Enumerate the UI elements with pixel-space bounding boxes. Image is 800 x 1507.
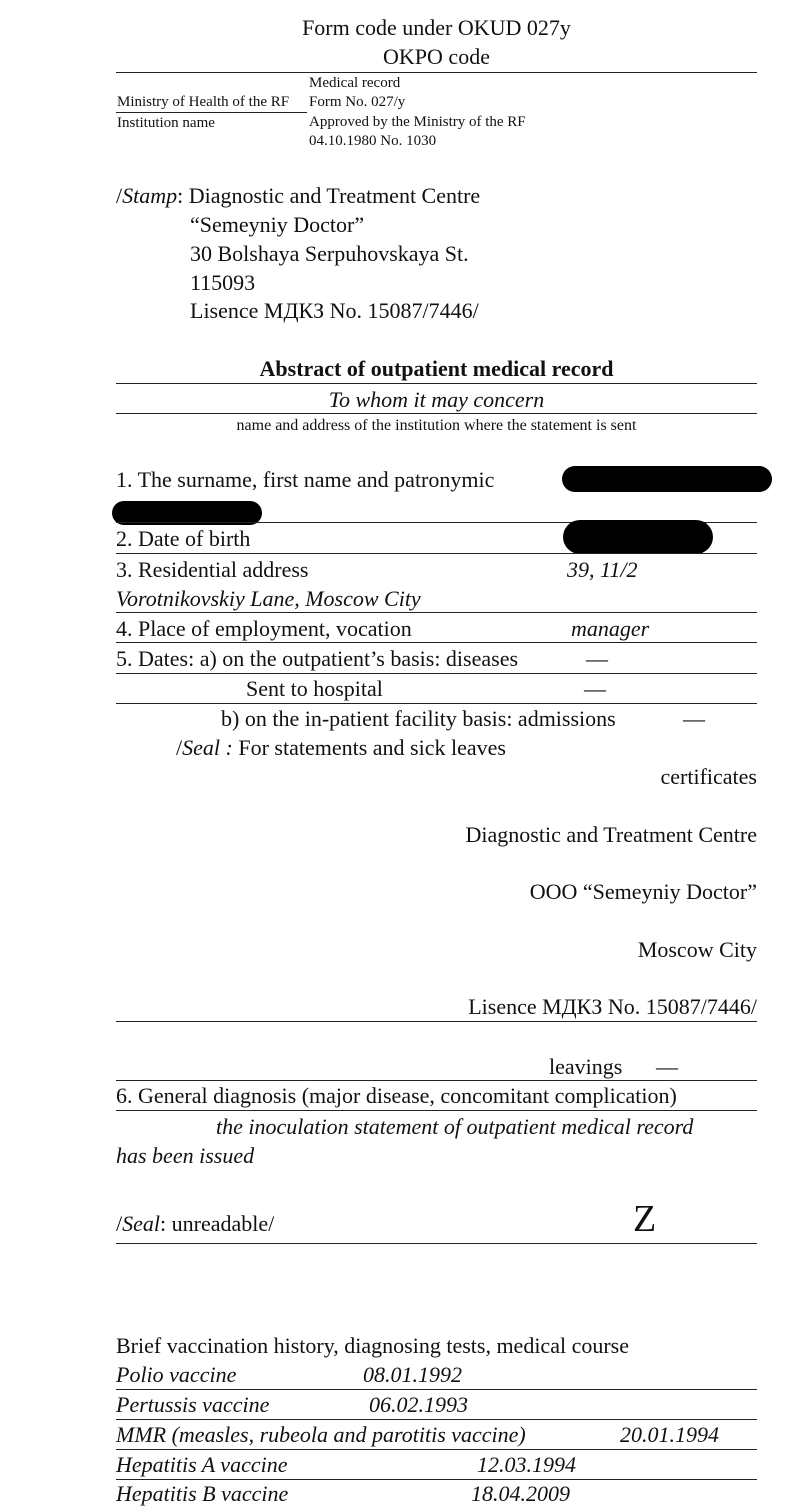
form-line: Form No. 027/y [309, 94, 406, 110]
stamp-line: 115093 [190, 270, 256, 295]
divider [116, 72, 757, 73]
seal-mark: Z [633, 1198, 657, 1240]
employment-value: manager [571, 616, 650, 641]
institution-name: Institution name [117, 115, 215, 131]
stamp-line: Lisence МДКЗ No. 15087/7446/ [190, 298, 479, 323]
seal-unreadable: /Seal: unreadable/ [116, 1211, 275, 1236]
document-title: Abstract of outpatient medical record [259, 356, 614, 381]
address-label: 3. Residential address [116, 557, 309, 582]
vaccine-date: 08.01.1992 [363, 1362, 462, 1387]
redaction-mark [562, 466, 772, 492]
divider [116, 673, 757, 674]
vaccination-heading: Brief vaccination history, diagnosing tests, medical course [116, 1333, 629, 1358]
inpatient-dates-label: b) on the in-patient facility basis: admissions [221, 706, 616, 731]
seal-heading: /Seal : For statements and sick leaves [176, 735, 506, 760]
divider [116, 553, 757, 554]
seal-line: Moscow City [637, 937, 757, 962]
vaccine-date: 12.03.1994 [477, 1452, 576, 1477]
dash: — [584, 676, 606, 701]
stamp-line: “Semeyniy Doctor” [190, 212, 365, 237]
divider [116, 1021, 757, 1022]
outpatient-dates-label: 5. Dates: a) on the outpatient’s basis: diseases [116, 646, 519, 671]
divider [116, 1243, 757, 1244]
vaccine-date: 20.01.1994 [620, 1422, 719, 1447]
form-line: Approved by the Ministry of the RF [309, 114, 526, 130]
surname-label: 1. The surname, first name and patronymic [116, 467, 495, 492]
divider [116, 612, 757, 613]
dash: — [683, 706, 705, 731]
form-line: 04.10.1980 No. 1030 [309, 133, 437, 149]
divider [116, 383, 757, 384]
divider [116, 642, 757, 643]
diagnosis-value: has been issued [116, 1143, 255, 1168]
divider [116, 1389, 757, 1390]
seal-line: OOO “Semeyniy Doctor” [529, 879, 757, 904]
divider [116, 1449, 757, 1450]
divider [116, 1479, 757, 1480]
diagnosis-value: the inoculation statement of outpatient medical record [216, 1114, 694, 1139]
divider [116, 413, 757, 414]
stamp-label: Stamp [122, 183, 178, 208]
seal-line: For statements and sick leaves [238, 735, 506, 760]
okpo-code: OKPO code [383, 44, 490, 69]
employment-label: 4. Place of employment, vocation [116, 616, 412, 641]
vaccine-name: Pertussis vaccine [116, 1392, 270, 1417]
seal-label: Seal : [182, 735, 233, 760]
vaccine-date: 18.04.2009 [471, 1481, 570, 1506]
form-line: Medical record [309, 75, 401, 91]
divider [116, 1080, 757, 1081]
recipient-note: name and address of the institution where the statement is sent [236, 417, 637, 434]
form-code-okud: Form code under OKUD 027y [302, 15, 571, 40]
stamp-line: 30 Bolshaya Serpuhovskaya St. [190, 241, 469, 266]
vaccine-date: 06.02.1993 [369, 1392, 468, 1417]
divider [116, 112, 307, 113]
dash: — [586, 646, 608, 671]
seal-line: certificates [660, 764, 757, 789]
ministry-name: Ministry of Health of the RF [117, 94, 290, 110]
leavings-label: leavings [549, 1054, 623, 1079]
vaccine-name: Hepatitis A vaccine [116, 1452, 288, 1477]
vaccine-name: Polio vaccine [116, 1362, 237, 1387]
sent-to-hospital-label: Sent to hospital [246, 676, 383, 701]
address-value: Vorotnikovskiy Lane, Moscow City [116, 586, 421, 611]
stamp-line: Diagnostic and Treatment Centre [188, 183, 481, 208]
vaccine-name: MMR (measles, rubeola and parotitis vaccine) [116, 1422, 526, 1447]
dash: — [656, 1054, 678, 1079]
divider [116, 1110, 757, 1111]
diagnosis-label: 6. General diagnosis (major disease, concomitant complication) [116, 1083, 677, 1108]
address-value: 39, 11/2 [567, 557, 638, 582]
recipient: To whom it may concern [328, 387, 545, 412]
seal-label: Seal [122, 1211, 161, 1236]
stamp-heading: /Stamp: Diagnostic and Treatment Centre [116, 183, 481, 208]
birth-date-label: 2. Date of birth [116, 526, 251, 551]
divider [116, 703, 757, 704]
divider [116, 1419, 757, 1420]
redaction-mark [563, 520, 713, 554]
vaccine-name: Hepatitis B vaccine [116, 1481, 289, 1506]
seal-line: Lisence МДКЗ No. 15087/7446/ [468, 994, 757, 1019]
seal-line: Diagnostic and Treatment Centre [465, 822, 757, 847]
